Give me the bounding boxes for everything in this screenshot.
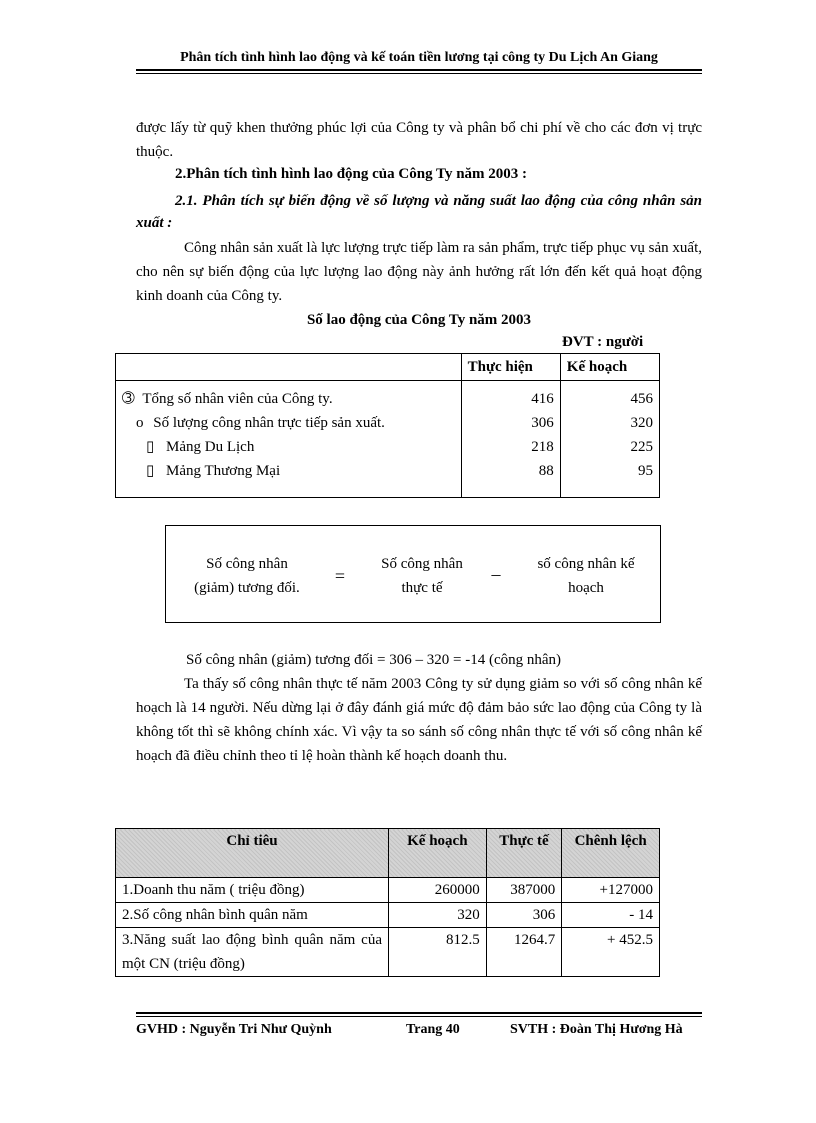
value-cell: 95 [638, 463, 653, 479]
paragraph-analysis: Ta thấy số công nhân thực tế năm 2003 Công ty sử dụng giảm so với số công nhân kế hoạch là 14 người. Nếu dừng lại ở đây đánh giá mức độ đảm bảo sức lao động của Công ty là không tốt thì sẽ không chính xác. Vì vậy ta so sánh số công nhân thực tế với số công nhân kế hoạch đã điều chỉnh theo tỉ lệ hoàn thành kế hoạch doanh thu. [136, 676, 702, 764]
formula-left [166, 552, 328, 600]
value-cell: 320 [630, 415, 653, 431]
table-cell: 812.5 [389, 928, 487, 977]
header-rule [136, 69, 702, 71]
footer-student: SVTH : Đoàn Thị Hương Hà [510, 1022, 683, 1037]
table-cell: 1264.7 [486, 928, 562, 977]
table-cell: 3.Năng suất lao động bình quân năm của một CN (triệu đồng) [116, 928, 389, 977]
table-cell: 320 [389, 903, 487, 928]
table-cell: 387000 [486, 878, 562, 903]
table-cell: 260000 [389, 878, 487, 903]
footer-rule [136, 1012, 702, 1014]
header-rule-thin [136, 73, 702, 74]
row-label: Mảng Du Lịch [166, 439, 255, 455]
formula-result: Số công nhân (giảm) tương đối = 306 – 320 = -14 (công nhân) [186, 652, 562, 668]
paragraph-intro: được lấy từ quỹ khen thưởng phúc lợi của Công ty và phân bổ chi phí về cho các đơn vị trực thuộc. [136, 120, 702, 160]
formula-text: Số công nhân [381, 556, 463, 572]
section-heading: 2.Phân tích tình hình lao động của Công Ty năm 2003 : [175, 166, 528, 182]
formula-right [512, 552, 660, 600]
table-header-cell: Thực hiện [461, 354, 560, 381]
row-label: Số lượng công nhân trực tiếp sản xuất. [153, 415, 385, 431]
minus-sign: – [491, 564, 501, 584]
formula-text: hoạch [568, 580, 604, 596]
formula-text: số công nhân kế [537, 556, 635, 572]
table1-title: Số lao động của Công Ty năm 2003 [306, 312, 532, 328]
table-header-row [116, 829, 660, 878]
table1-actual-column [461, 381, 560, 498]
table-cell: +127000 [562, 878, 660, 903]
row-label: Mảng Thương Mại [166, 463, 281, 479]
table1-unit: ĐVT : người [562, 334, 644, 350]
formula-middle [352, 552, 492, 600]
list-item [122, 459, 455, 483]
bullet-icon: o [136, 415, 144, 431]
bullet-icon: ▯ [146, 463, 155, 479]
value-cell: 218 [531, 439, 554, 455]
table-cell: 2.Số công nhân bình quân năm [116, 903, 389, 928]
formula-text: (giảm) tương đối. [194, 580, 300, 596]
table-cell: - 14 [562, 903, 660, 928]
bullet-icon: ▯ [146, 439, 155, 455]
table-header-cell: Chỉ tiêu [116, 829, 389, 878]
list-item [122, 411, 455, 435]
table-header-cell [116, 354, 462, 381]
footer-rule-thin [136, 1016, 702, 1017]
page-header-title: Phân tích tình hình lao động và kế toán tiền lương tại công ty Du Lịch An Giang [180, 50, 658, 65]
labor-table [115, 353, 660, 498]
bullet-icon: ➂ [122, 391, 135, 407]
table-cell: 306 [486, 903, 562, 928]
table-header-cell: Kế hoạch [389, 829, 487, 878]
row-label: Tổng số nhân viên của Công ty. [142, 391, 333, 407]
comparison-table [115, 828, 660, 977]
formula-text: thực tế [401, 580, 443, 596]
value-cell: 456 [630, 391, 653, 407]
paragraph-workers: Công nhân sản xuất là lực lượng trực tiếp làm ra sản phẩm, trực tiếp phục vụ sản xuất, cho nên sự biến động của lực lượng lao động này ảnh hưởng rất lớn đến kết quả hoạt động kinh doanh của Công ty. [136, 240, 702, 304]
footer-page-number: Trang 40 [406, 1022, 460, 1037]
table-row [116, 903, 660, 928]
table-cell: 1.Doanh thu năm ( triệu đồng) [116, 878, 389, 903]
value-cell: 306 [531, 415, 554, 431]
list-item [122, 387, 455, 411]
footer-advisor: GVHD : Nguyễn Tri Như Quỳnh [136, 1022, 332, 1037]
table1-labels [116, 381, 462, 498]
value-cell: 88 [538, 463, 554, 479]
subsection-heading: 2.1. Phân tích sự biến động về số lượng và năng suất lao động của công nhân sản xuất : [136, 193, 702, 231]
table-row [116, 381, 660, 498]
table-cell: + 452.5 [562, 928, 660, 977]
table-header-cell: Kế hoạch [560, 354, 659, 381]
equals-sign: = [334, 566, 346, 586]
table-row [116, 928, 660, 977]
formula-box [165, 525, 661, 623]
table-header-cell: Chênh lệch [562, 829, 660, 878]
value-cell: 225 [630, 439, 653, 455]
table-header-row [116, 354, 660, 381]
table-row [116, 878, 660, 903]
table1-plan-column [560, 381, 659, 498]
value-cell: 416 [531, 391, 554, 407]
formula-text: Số công nhân [206, 556, 288, 572]
list-item [122, 435, 455, 459]
table-header-cell: Thực tế [486, 829, 562, 878]
